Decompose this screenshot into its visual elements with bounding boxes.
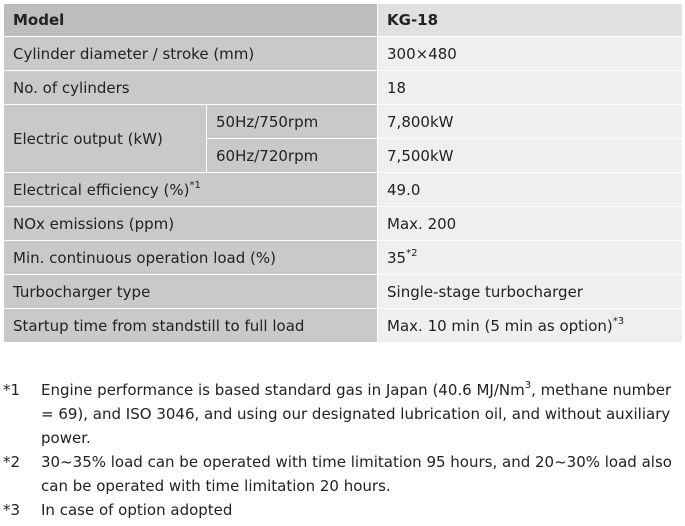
table-row — [4, 105, 683, 139]
spec-table — [3, 3, 683, 343]
table-row — [4, 173, 683, 207]
row-label: Startup time from standstill to full load — [4, 309, 378, 343]
footnote-text-part: , methane number = 69), and ISO 3046, and using our designated lubrication oil, and without auxiliary power. — [41, 381, 672, 447]
row-label: No. of cylinders — [4, 71, 378, 105]
table-row — [4, 207, 683, 241]
row-value: Max. 10 min (5 min as option) — [387, 316, 613, 335]
row-label-cell — [4, 173, 378, 207]
footnote-ref: *2 — [406, 247, 418, 259]
row-label: Electric output (kW) — [4, 105, 207, 173]
footnotes — [3, 378, 682, 522]
row-value: 300×480 — [378, 37, 683, 71]
row-value: 7,800kW — [378, 105, 683, 139]
superscript: 3 — [524, 380, 532, 391]
footnote — [3, 450, 682, 498]
footnote-text: 30~35% load can be operated with time limitation 95 hours, and 20~30% load also can be operated with time limitation 20 hours. — [41, 453, 672, 495]
row-label: Min. continuous operation load (%) — [4, 241, 378, 275]
header-value: KG-18 — [378, 4, 683, 37]
row-value: 7,500kW — [378, 139, 683, 173]
row-value: 49.0 — [378, 173, 683, 207]
sub-row-label: 60Hz/720rpm — [207, 139, 378, 173]
footnote-ref: *3 — [612, 315, 625, 327]
row-label: Turbocharger type — [4, 275, 378, 309]
table-row — [4, 309, 683, 343]
footnote-mark: *1 — [3, 381, 21, 399]
footnote-mark: *2 — [3, 453, 21, 471]
row-value-cell — [378, 241, 683, 275]
row-label: NOx emissions (ppm) — [4, 207, 378, 241]
table-row — [4, 71, 683, 105]
table-header-row — [4, 4, 683, 37]
row-label: Electrical efficiency (%) — [13, 180, 190, 199]
footnote — [3, 378, 682, 450]
header-label: Model — [4, 4, 378, 37]
table-row — [4, 37, 683, 71]
footnote-text-part: Engine performance is based standard gas in Japan (40.6 MJ/Nm — [41, 381, 525, 399]
row-value: Max. 200 — [378, 207, 683, 241]
row-value-cell — [378, 309, 683, 343]
footnote-text: In case of option adopted — [41, 501, 233, 519]
footnote-text — [41, 378, 682, 450]
table-row — [4, 275, 683, 309]
row-value: Single-stage turbocharger — [378, 275, 683, 309]
row-value: 18 — [378, 71, 683, 105]
row-label: Cylinder diameter / stroke (mm) — [4, 37, 378, 71]
footnote — [3, 498, 682, 522]
footnote-ref: *1 — [189, 179, 201, 191]
footnote-mark: *3 — [3, 501, 21, 519]
table-row — [4, 241, 683, 275]
sub-row-label: 50Hz/750rpm — [207, 105, 378, 139]
row-value: 35 — [387, 248, 407, 267]
